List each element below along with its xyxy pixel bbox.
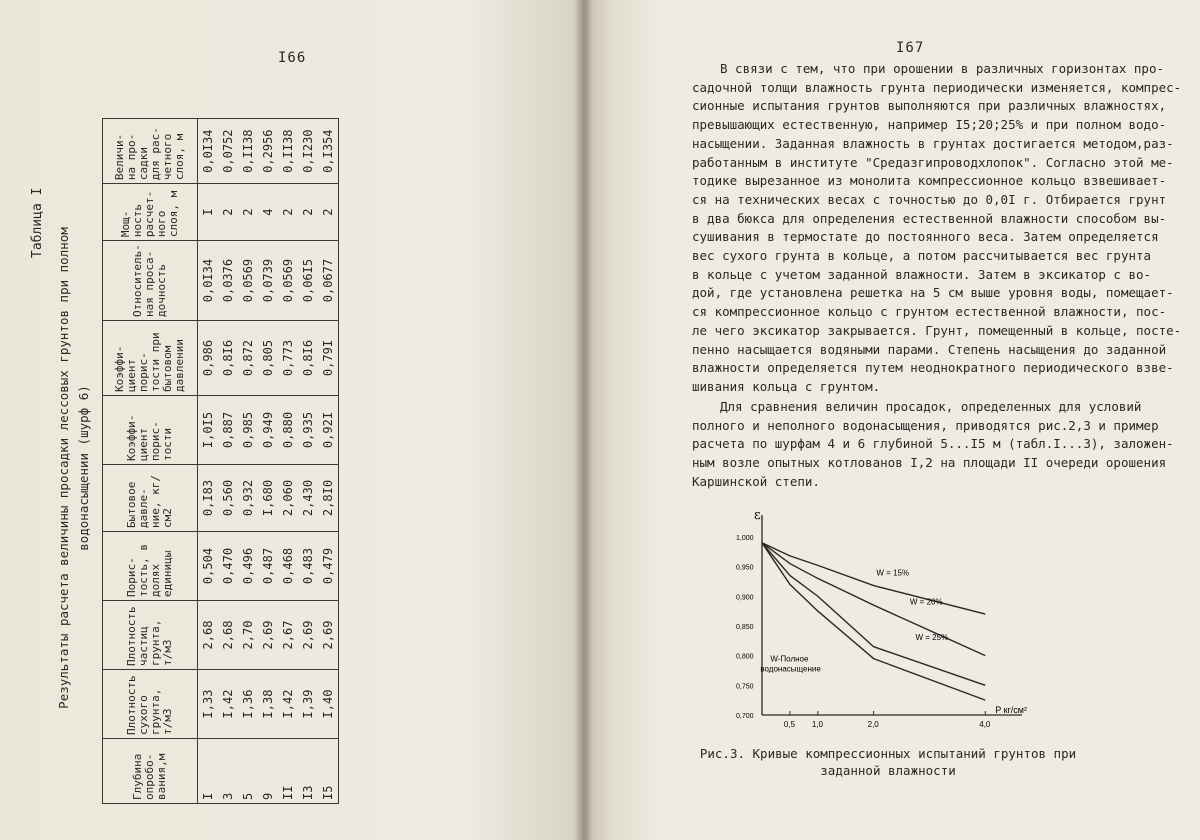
table-row	[298, 119, 318, 804]
table-cell: 0,8I6	[298, 321, 318, 396]
series-label: водонасыщение	[760, 664, 821, 674]
text-line: вес сухого грунта в кольце, а потом рассчитывается вес грунта	[692, 248, 1152, 264]
column-header: Бытовое давле- ние, кг/см2	[103, 465, 198, 532]
column-header: Величи- на про- садки для рас- четного слоя, м	[103, 119, 198, 184]
table-cell: 2,68	[218, 601, 238, 670]
text-line: влажности определяется путем неоднократного периодического взве-	[692, 360, 1174, 376]
table-cell: 2,67	[278, 601, 298, 670]
table-cell: 2	[218, 184, 238, 241]
table-cell: 2	[278, 184, 298, 241]
results-table	[102, 118, 339, 804]
table-row	[238, 119, 258, 804]
text-line: ным возле опытных котлованов I,2 на площади II очереди орошения	[692, 455, 1167, 471]
table-cell: 3	[218, 739, 238, 804]
table-cell: 2,8I0	[318, 465, 339, 532]
text-line: ся компрессионное кольцо с грунтом естественной влажности, пос-	[692, 304, 1167, 320]
text-line: дой, где установлена решетка на 5 см выше уровня воды, помещает-	[692, 285, 1174, 301]
table-cell: 2,060	[278, 465, 298, 532]
table-cell: 0,I354	[318, 119, 339, 184]
y-tick-label: 0,850	[736, 623, 754, 631]
table-cell: 0,0I34	[198, 241, 219, 321]
table-cell: 2	[298, 184, 318, 241]
table-cell: 2,69	[298, 601, 318, 670]
table-cell: 0,I83	[198, 465, 219, 532]
text-line: насыщении. Заданная влажность в грунтах достигается методом,раз-	[692, 135, 1174, 151]
table-cell: 0,II38	[238, 119, 258, 184]
table-cell: 0,0569	[238, 241, 258, 321]
text-line: ле чего эксикатор закрывается. Грунт, помещенный в кольце, посте-	[692, 322, 1182, 338]
x-tick-label: 0,5	[783, 720, 796, 729]
table-cell: 0,949	[258, 396, 278, 465]
series-label: W = 15%	[876, 568, 910, 578]
series-label: W = 25%	[915, 633, 949, 643]
y-axis-label: ε	[754, 508, 761, 523]
y-tick-label: 0,750	[736, 683, 754, 691]
text-line: работанным в институте "Средазгипроводхлопок". Согласно этой ме-	[692, 154, 1174, 170]
table-cell: 2,69	[318, 601, 339, 670]
table-cell: 5	[238, 739, 258, 804]
column-header: Относитель- ная проса- дочность	[103, 241, 198, 321]
series-line	[762, 543, 985, 656]
text-line: полного и неполного водонасыщения, приводятся рис.2,3 и пример	[692, 417, 1159, 433]
table-cell: I,42	[278, 670, 298, 739]
page-number: I66	[278, 50, 307, 66]
table-cell: I,0I5	[198, 396, 219, 465]
series-label: W = 20%	[909, 597, 943, 607]
table-cell: 0,I230	[298, 119, 318, 184]
table-cell: 0,935	[298, 396, 318, 465]
y-tick-label: 0,800	[736, 653, 754, 661]
table-label: Таблица I	[30, 187, 45, 258]
table-cell: 0,0376	[218, 241, 238, 321]
text-line: Для сравнения величин просадок, определенных для условий	[720, 399, 1142, 414]
y-tick-label: 0,950	[736, 564, 754, 572]
table-cell: 0,468	[278, 532, 298, 601]
text-line: сушивания в термостате до постоянного веса. Затем определяется	[692, 229, 1159, 245]
table-cell: 0,0677	[318, 241, 339, 321]
table-cell: I,680	[258, 465, 278, 532]
table-cell: 0,880	[278, 396, 298, 465]
figure-caption	[688, 745, 1088, 779]
table-cell: I5	[318, 739, 339, 804]
table-cell: 0,805	[258, 321, 278, 396]
table-cell: 2	[238, 184, 258, 241]
column-header: Коэффи- циент порис- тости при бытовом давлении	[103, 321, 198, 396]
text-line: сионные испытания грунтов выполняются при различных влажностях,	[692, 98, 1167, 114]
column-header: Порис- тость, в долях единицы	[103, 532, 198, 601]
table-cell: 0,0739	[258, 241, 278, 321]
text-line: ся на технических весах с точностью до 0,0I г. Отбирается грунт	[692, 191, 1167, 207]
y-tick-label: 0,700	[736, 713, 754, 720]
x-tick-label: 4,0	[979, 720, 991, 729]
series-label: W-Полное	[770, 654, 809, 664]
table-cell: I	[198, 184, 219, 241]
table-cell: 0,773	[278, 321, 298, 396]
y-tick-label: 1,000	[736, 534, 754, 542]
table-cell: 0,79I	[318, 321, 339, 396]
table-cell: 0,470	[218, 532, 238, 601]
table-cell: 2,430	[298, 465, 318, 532]
table-cell: II	[278, 739, 298, 804]
table-cell: 4	[258, 184, 278, 241]
table-cell: 2	[318, 184, 339, 241]
y-tick-label: 0,900	[736, 594, 754, 602]
text-line: Каршинской степи.	[692, 473, 820, 489]
text-line: превышающих естественную, например I5;20;25% и при полном водо-	[692, 117, 1167, 133]
table-cell: 0,932	[238, 465, 258, 532]
table-cell: I,36	[238, 670, 258, 739]
paragraph-1	[692, 60, 1182, 397]
series-line	[762, 543, 985, 614]
rotated-table-block	[20, 118, 560, 818]
book-gutter	[575, 0, 593, 840]
left-page	[0, 0, 588, 840]
caption-line-1: Рис.3. Кривые компрессионных испытаний грунтов при	[699, 746, 1077, 761]
table-cell: 2,68	[198, 601, 219, 670]
table-cell: I3	[298, 739, 318, 804]
table-row	[258, 119, 278, 804]
column-header: Глубина опробо- вания,м	[103, 739, 198, 804]
column-header: Мощ- ность расчет- ного слоя, м	[103, 184, 198, 241]
table-row	[198, 119, 219, 804]
table-cell: 0,487	[258, 532, 278, 601]
table-cell: 0,8I6	[218, 321, 238, 396]
x-tick-label: 1,0	[811, 720, 823, 729]
table-cell: 2,69	[258, 601, 278, 670]
compression-chart	[712, 505, 1052, 735]
text-line: шивания кольца с грунтом.	[692, 378, 881, 394]
table-cell: I	[198, 739, 219, 804]
table-cell: 0,560	[218, 465, 238, 532]
table-cell: I,39	[298, 670, 318, 739]
table-cell: I,38	[258, 670, 278, 739]
table-subtitle: водонасыщении (шурф 6)	[76, 385, 91, 551]
table-cell: I,33	[198, 670, 219, 739]
table-cell: 0,92I	[318, 396, 339, 465]
text-line: садочной толщи влажность грунта периодически изменяется, компрес-	[692, 79, 1182, 95]
table-cell: 0,0I34	[198, 119, 219, 184]
x-axis-label: P кг/см²	[995, 705, 1028, 715]
text-line: в кольце с учетом заданной влажности. Затем в эксикатор с во-	[692, 266, 1152, 282]
text-line: пенно насыщается водяными парами. Степень насыщения до заданной	[692, 341, 1167, 357]
table-row	[278, 119, 298, 804]
table-cell: 0,483	[298, 532, 318, 601]
table-title: Результаты расчета величины просадки лессовых грунтов при полном	[56, 227, 71, 709]
table-cell: 0,504	[198, 532, 219, 601]
table-cell: 0,496	[238, 532, 258, 601]
text-line: расчета по шурфам 4 и 6 глубиной 5...I5 м (табл.I...3), заложен-	[692, 436, 1174, 452]
table-cell: 0,0752	[218, 119, 238, 184]
page-number: I67	[896, 40, 925, 56]
table-cell: 0,985	[238, 396, 258, 465]
text-line: тодике вырезанное из монолита компрессионное кольцо взвешивает-	[692, 173, 1167, 189]
table-cell: I,42	[218, 670, 238, 739]
table-row	[218, 119, 238, 804]
text-line: В связи с тем, что при орошении в различных горизонтах про-	[720, 61, 1165, 76]
caption-line-2: заданной влажности	[820, 763, 956, 778]
table-cell: 0,0569	[278, 241, 298, 321]
table-cell: 0,986	[198, 321, 219, 396]
column-header: Плотность частиц грунта, т/м3	[103, 601, 198, 670]
table-row	[318, 119, 339, 804]
x-tick-label: 2,0	[867, 720, 879, 729]
column-header: Плотность сухого грунта, т/м3	[103, 670, 198, 739]
paragraph-2	[692, 398, 1174, 492]
text-line: в два бюкса для определения естественной влажности способом вы-	[692, 210, 1167, 226]
table-cell: 0,479	[318, 532, 339, 601]
table-cell: I,40	[318, 670, 339, 739]
table-cell: 0,2956	[258, 119, 278, 184]
column-header: Коэффи- циент порис- тости	[103, 396, 198, 465]
table-cell: 0,06I5	[298, 241, 318, 321]
table-cell: 0,872	[238, 321, 258, 396]
table-cell: 0,II38	[278, 119, 298, 184]
table-cell: 2,70	[238, 601, 258, 670]
table-cell: 0,887	[218, 396, 238, 465]
table-cell: 9	[258, 739, 278, 804]
